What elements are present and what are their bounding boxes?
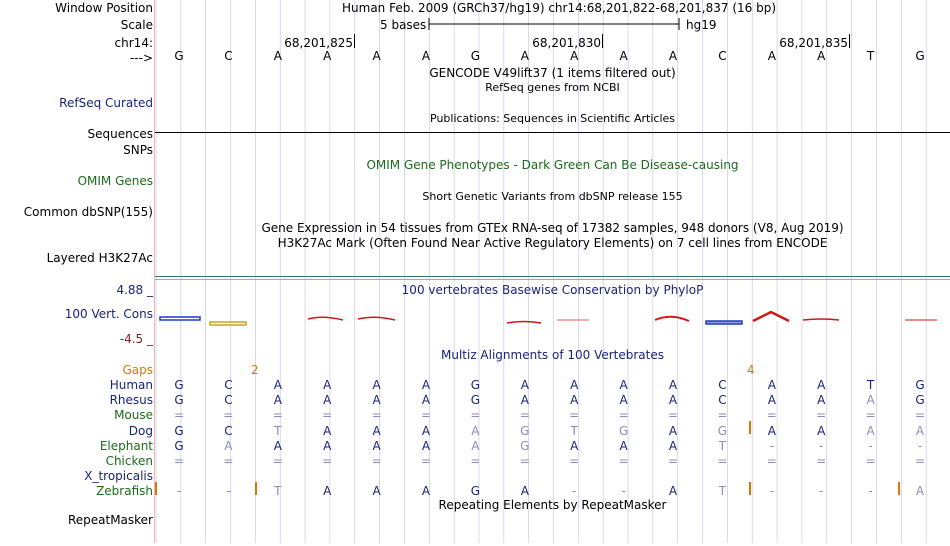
alignment-base: A [817, 423, 826, 438]
alignment-base: A [372, 423, 381, 438]
coord-tick-mark-3 [849, 34, 850, 48]
window-position-label: Window Position [55, 1, 153, 15]
alignment-base: = [569, 408, 580, 423]
alignment-base: G [174, 423, 184, 438]
scale-bar [428, 17, 680, 31]
alignment-base: G [174, 378, 184, 392]
base-letter: A [273, 49, 282, 63]
sequences-label[interactable]: Sequences [87, 127, 153, 141]
alignment-base: A [273, 378, 282, 392]
alignment-base: A [520, 378, 529, 392]
alignment-base: = [322, 454, 333, 468]
gap-marker-1: 2 [251, 363, 259, 377]
insertion-marker-zebrafish-4 [898, 482, 900, 495]
alignment-base: A [471, 438, 480, 453]
alignment-base: A [866, 423, 875, 438]
alignment-base: A [915, 484, 925, 499]
base-letter: G [470, 49, 481, 63]
alignment-base: G [915, 393, 925, 408]
base-letter: A [421, 49, 431, 63]
alignment-base: = [717, 408, 728, 423]
strand-label: ---> [129, 51, 153, 65]
insertion-marker-zebrafish-1 [155, 482, 157, 495]
alignment-base: A [767, 378, 776, 392]
alignment-base: = [470, 454, 481, 468]
omim-track-title[interactable]: OMIM Gene Phenotypes - Dark Green Can Be Disease-causing [366, 158, 739, 172]
alignment-base: A [668, 378, 678, 392]
species-label[interactable]: Mouse [114, 408, 153, 423]
alignment-base: = [618, 408, 629, 423]
alignment-base: G [520, 438, 530, 453]
alignment-base: T [274, 423, 282, 438]
alignment-base: A [273, 393, 282, 408]
insertion-marker-zebrafish-2 [255, 482, 257, 495]
refseq-track-title[interactable]: RefSeq genes from NCBI [485, 81, 620, 94]
alignment-base: G [470, 484, 481, 499]
omim-track-label[interactable]: OMIM Genes [77, 174, 153, 188]
snps-label[interactable]: SNPs [123, 143, 153, 157]
coord-tick-mark-1 [354, 34, 355, 48]
alignment-base: G [174, 438, 184, 453]
phylop-min: -4.5 _ [119, 332, 153, 346]
alignment-base: = [914, 408, 926, 423]
alignment-base: C [224, 393, 233, 408]
alignment-base: = [173, 454, 185, 468]
alignment-base: A [372, 484, 381, 499]
alignment-base: = [667, 454, 679, 468]
base-letter: A [520, 49, 529, 63]
base-letter: G [915, 49, 925, 63]
alignment-base: = [816, 454, 827, 468]
alignment-base: A [767, 393, 776, 408]
alignment-base: A [421, 423, 431, 438]
h3k27ac-baseline-2 [155, 279, 950, 280]
repeatmasker-track-title[interactable]: Repeating Elements by RepeatMasker [438, 498, 667, 512]
alignment-base: A [372, 438, 381, 453]
alignment-base: = [272, 454, 283, 468]
alignment-base: G [470, 393, 481, 408]
alignment-base: - [819, 438, 824, 453]
alignment-base: = [717, 454, 728, 468]
alignment-base: - [769, 484, 774, 499]
alignment-base: A [817, 378, 826, 392]
alignment-base: - [868, 438, 873, 453]
species-label[interactable]: Elephant [99, 438, 153, 453]
base-letter: A [372, 49, 381, 63]
alignment-base: A [421, 484, 431, 499]
alignment-base: T [718, 484, 727, 499]
gaps-label[interactable]: Gaps [122, 363, 153, 377]
alignment-base: T [274, 484, 282, 499]
base-letter: T [866, 49, 875, 63]
alignment-base: = [865, 408, 876, 423]
alignment-base: = [173, 408, 185, 423]
alignment-base: G [618, 423, 629, 438]
scale-assembly: hg19 [686, 18, 717, 32]
alignment-base: = [569, 454, 580, 468]
chrom-label: chr14: [114, 36, 153, 50]
alignment-base: = [914, 454, 926, 468]
alignment-base: = [470, 408, 481, 423]
base-sequence-row [155, 49, 950, 65]
alignment-base: A [323, 438, 332, 453]
alignment-base: = [667, 408, 679, 423]
refseq-track-label[interactable]: RefSeq Curated [59, 96, 153, 110]
alignment-base: A [619, 378, 628, 392]
alignment-base: A [817, 393, 826, 408]
alignment-base: = [371, 408, 382, 423]
phylop-wiggle [155, 308, 950, 330]
alignment-base: A [668, 484, 678, 499]
coord-tick-mark-2 [602, 34, 603, 48]
species-label[interactable]: Dog [128, 423, 153, 438]
species-label[interactable]: X_tropicalis [84, 469, 153, 484]
base-letter: A [668, 49, 678, 63]
phylop-max: 4.88 _ [116, 283, 153, 297]
base-letter: A [570, 49, 579, 63]
alignment-base: A [866, 393, 875, 408]
phylop-track-title[interactable]: 100 vertebrates Basewise Conservation by PhyloP [401, 283, 704, 297]
alignment-base: A [668, 423, 678, 438]
insertion-marker-zebrafish-3 [749, 482, 751, 495]
alignment-base: - [917, 438, 923, 453]
alignment-base: A [471, 423, 480, 438]
alignment-base: C [224, 378, 233, 392]
base-letter: A [767, 49, 776, 63]
alignment-base: = [865, 454, 876, 468]
alignment-base: = [371, 454, 382, 468]
alignment-base: = [519, 454, 530, 468]
alignment-base: C [224, 423, 233, 438]
alignment-base: A [619, 393, 628, 408]
alignment-base: - [572, 484, 577, 499]
alignment-base: G [915, 378, 925, 392]
alignment-base: A [570, 438, 579, 453]
alignment-base: A [570, 378, 579, 392]
alignment-base: = [766, 454, 777, 468]
base-letter: A [619, 49, 628, 63]
alignment-base: - [868, 484, 873, 499]
dbsnp-track-title[interactable]: Short Genetic Variants from dbSNP release 155 [422, 190, 683, 203]
alignment-base: = [223, 408, 234, 423]
alignment-base: = [766, 408, 777, 423]
alignment-base: = [816, 408, 827, 423]
coord-tick-2: 68,201,830 [532, 36, 601, 50]
alignment-base: A [668, 393, 678, 408]
alignment-base: = [618, 454, 629, 468]
publications-track-title[interactable]: Publications: Sequences in Scientific Articles [430, 112, 675, 125]
coord-tick-3: 68,201,835 [779, 36, 848, 50]
alignment-base: A [570, 393, 579, 408]
alignment-base: A [520, 484, 529, 499]
species-label[interactable]: Rhesus [109, 393, 153, 408]
multiz-track-title[interactable]: Multiz Alignments of 100 Vertebrates [440, 348, 665, 362]
alignment-base: A [323, 378, 332, 392]
gtex-track-title[interactable]: Gene Expression in 54 tissues from GTEx RNA-seq of 17382 samples, 948 donors (V8, Aug 2019) [261, 221, 844, 235]
alignment-base: = [272, 408, 283, 423]
alignment-base: = [519, 408, 530, 423]
alignment-base: G [174, 393, 184, 408]
dbsnp-track-label[interactable]: Common dbSNP(155) [23, 205, 153, 219]
alignment-base: = [420, 408, 432, 423]
alignment-base: = [223, 454, 234, 468]
species-label[interactable]: Chicken [105, 454, 153, 468]
gap-marker-2: 4 [747, 363, 755, 377]
alignment-base: A [372, 393, 381, 408]
alignment-base: A [668, 438, 678, 453]
coord-tick-1: 68,201,825 [284, 36, 353, 50]
alignment-base: G [470, 378, 481, 392]
insertion-marker-dog [749, 421, 751, 434]
scale-bar-text: 5 bases [380, 18, 427, 32]
alignment-base: A [224, 438, 233, 453]
alignment-base: A [273, 438, 282, 453]
gencode-track-title[interactable]: GENCODE V49lift37 (1 items filtered out) [429, 66, 676, 80]
alignment-base: = [322, 408, 333, 423]
alignment-base: - [819, 484, 824, 499]
alignment-base: A [767, 423, 776, 438]
alignment-base: A [915, 423, 925, 438]
alignment-base: A [520, 393, 529, 408]
base-letter: C [718, 49, 727, 63]
alignment-base: G [520, 423, 530, 438]
species-label[interactable]: Human [109, 378, 153, 392]
alignment-base: = [420, 454, 432, 468]
alignment-base: - [226, 484, 231, 499]
base-letter: G [174, 49, 184, 63]
alignment-base: C [718, 393, 727, 408]
h3k27ac-track-label[interactable]: Layered H3K27Ac [46, 251, 153, 265]
alignment-base: G [717, 423, 728, 438]
alignment-base: A [421, 393, 431, 408]
alignment-base: T [866, 378, 875, 392]
alignment-base: C [718, 378, 727, 392]
h3k27ac-track-title[interactable]: H3K27Ac Mark (Often Found Near Active Regulatory Elements) on 7 cell lines from ENCODE [277, 236, 828, 250]
h3k27ac-baseline [155, 276, 950, 277]
species-label[interactable]: Zebrafish [96, 484, 153, 499]
base-letter: C [224, 49, 233, 63]
alignment-base: A [421, 438, 431, 453]
alignment-base: - [621, 484, 626, 499]
alignment-base: T [570, 423, 578, 438]
alignment-base: A [421, 378, 431, 392]
alignment-base: A [323, 393, 332, 408]
alignment-base: A [372, 378, 381, 392]
alignment-base: A [323, 484, 332, 499]
sequences-separator [155, 132, 950, 133]
alignment-base: A [323, 423, 332, 438]
repeatmasker-track-label[interactable]: RepeatMasker [67, 513, 153, 527]
alignment-base: - [176, 484, 182, 499]
scale-label: Scale [120, 18, 153, 32]
window-position-value[interactable]: Human Feb. 2009 (GRCh37/hg19) chr14:68,201,822-68,201,837 (16 bp) [342, 1, 777, 15]
alignment-base: A [619, 438, 628, 453]
alignment-base: T [718, 438, 727, 453]
base-letter: A [817, 49, 826, 63]
base-letter: A [323, 49, 332, 63]
phylop-track-label[interactable]: 100 Vert. Cons [64, 307, 153, 321]
alignment-base: - [769, 438, 774, 453]
